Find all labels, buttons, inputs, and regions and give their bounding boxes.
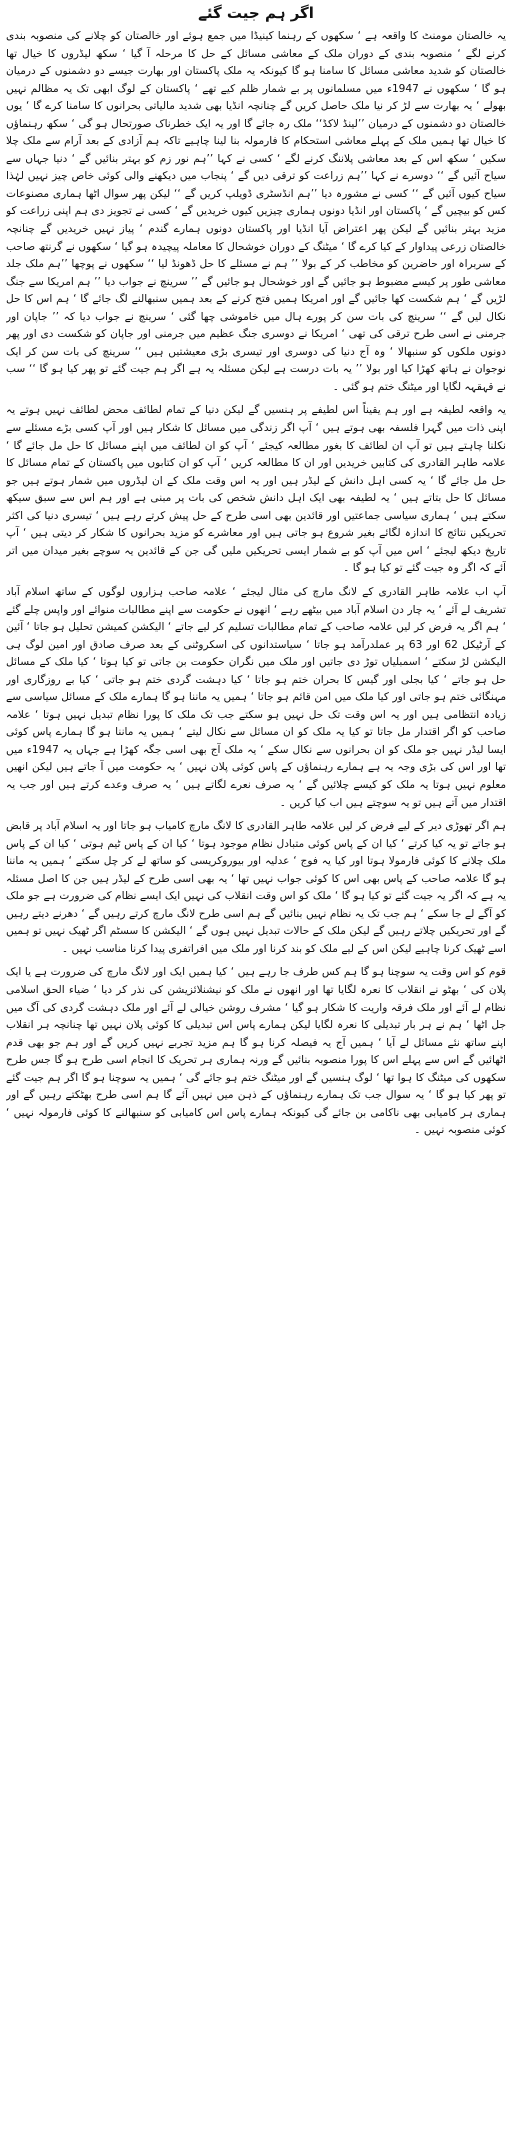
paragraph-2: یہ واقعہ لطیفہ ہے اور ہم یقیناً اس لطیفے پر ہنسیں گے لیکن دنیا کے تمام لطائف محض لطائف نہیں ہوتے یہ اپنی ذات میں گہرا فلسفہ بھی ہوتے ہیں ‘ آپ اگر زندگی میں مسائل کا شکار ہیں اور آپ کسی بڑے مسئلے سے نکلنا چاہتے ہیں تو آپ ان لطائف کا بغور مطالعہ کیجئے ‘ آپ کو ان لطائف میں اپنے مسائل کا حل مل جائے گا ‘ علامہ طاہر القادری کی کتابیں خریدیں اور ان کا مطالعہ کریں ‘ آپ کو ان کتابوں میں پاکستان کے تمام مسائل کا حل مل جائے گا ‘ یہ کسی اہل دانش کے لیڈر ہیں اور یہ اس وقت ملک کے ان لیڈروں میں شمار ہوتے ہیں جو مسائل کا حل بتاتے ہیں ‘ یہ لطیفہ بھی ایک اہل دانش شخص کی بات پر مبنی ہے اور ہم اس سے سبق سیکھ سکتے ہیں ‘ ہماری سیاسی جماعتیں اور قائدین بھی اسی طرح کے حل پیش کرتے رہے ہیں ‘ تیسری دنیا کی اکثر تحریکیں نتائج کا اندازہ لگائے بغیر شروع ہو جاتی ہیں اور معاشرے کو مزید بحرانوں کا شکار کر دیتی ہیں ‘ آپ تاریخ دیکھ لیجئے ‘ اس میں آپ کو بے شمار ایسی تحریکیں ملیں گی جن کے قائدین یہ سوچے بغیر میدان میں اتر آئے کہ اگر وہ جیت گئے تو کیا ہو گا ۔ [6,404,506,575]
column-title: اگر ہم جیت گئے [198,4,314,22]
paragraph-1: یہ خالصتان مومنٹ کا واقعہ ہے ‘ سکھوں کے رہنما کینیڈا میں جمع ہوئے اور خالصتان کو چلانے کی منصوبہ بندی کرنے لگے ‘ منصوبہ بندی کے دوران ملک کے معاشی مسائل کے حل کا مرحلہ آ گیا ‘ سکھ لیڈروں کا خیال تھا خالصتان کو شدید معاشی مسائل کا سامنا ہو گا کیونکہ یہ ملک پاکستان اور بھارت جیسے دو دشمنوں کے درمیان ہو گا ‘ سکھوں نے 1947ء میں مسلمانوں پر بے شمار ظلم کیے تھے ‘ پاکستان کے لوگ ابھی تک یہ مظالم نہیں بھولے ‘ یہ بھارت سے لڑ کر نیا ملک حاصل کریں گے چنانچہ انڈیا بھی شدید مالیاتی بحرانوں کا سامنا کرے گا ‘ یوں خالصتان دو دشمنوں کے درمیان ’’لینڈ لاکڈ‘‘ ملک رہ جائے گا اور یہ ایک خطرناک صورتحال ہو گی ‘ سکھ رہنماؤں کا خیال تھا ہمیں ملک کے پہلے معاشی استحکام کا فارمولہ بنا لینا چاہیے تاکہ ہم آزادی کے بعد آرام سے ملک چلا سکیں ‘ سکھ اس کے بعد معاشی پلاننگ کرنے لگے ‘ کسی نے کہا ’’ہم نور زم کو بہتر بنائیں گے ‘ دنیا جہاں سے سیاح آئیں گے ‘‘ دوسرے نے کہا ’’ہم زراعت کو ترقی دیں گے ‘ پنجاب میں دیکھنے والی کوئی خاص چیز نہیں لہٰذا سیاح کیوں آئیں گے ‘‘ کسی نے مشورہ دیا ’’ہم انڈسٹری ڈویلپ کریں گے ‘‘ لیکن پھر سوال اٹھا ہماری مصنوعات کس کو بیچیں گے ‘ پاکستان اور انڈیا دونوں ہماری چیزیں کیوں خریدیں گے ‘ کسی نے تجویز دی ہم اپنی زراعت کو مزید بہتر بنائیں گے لیکن پھر اعتراض آیا انڈیا اور پاکستان دونوں ہمارے گندم ‘ پیاز نہیں خریدیں گے چنانچہ خالصتان زرعی پیداوار کے کیا کرے گا ‘ میٹنگ کے دوران خوشحال کا معاملہ پیچیدہ ہو گیا ‘ سکھوں نے گرنتھ صاحب کے سربراہ اور حاضرین کو مخاطب کر کے بولا ’’ ہم نے مسئلے کا حل ڈھونڈ لیا ‘‘ سکھوں نے پوچھا ’’ہم ملک جلد معاشی طور پر کیسے مضبوط ہو جائیں گے اور خوشحال ہو جائیں گے ’’ سرینچ نے جواب دیا ’’ ہم امریکا سے جنگ لڑیں گے ‘ ہم شکست کھا جائیں گے اور امریکا ہمیں فتح کرنے کے بعد ہمیں سنبھالنے لگ جائے گا ‘ ہم اس کا حل نکال لیں گے ‘‘ سرینچ کی بات سن کر پورے ہال میں خاموشی چھا گئی ‘ سرینچ نے جواب دیا کہ ’’ جاپان اور جرمنی نے اسی طرح ترقی کی تھی ‘ امریکا نے دوسری جنگ عظیم میں جرمنی اور جاپان کو شکست دی اور پھر دونوں ملکوں کو سنبھالا ‘ وہ آج دنیا کی دوسری اور تیسری بڑی معیشتیں ہیں ‘‘ سرینچ کی بات سن کر ایک نوجوان نے ہاتھ کھڑا کیا اور بولا ’’ یہ بات درست ہے لیکن مسئلہ یہ ہے اگر ہم جیت گئے تو پھر کیا ہو گا ‘‘ سب نے قہقہہ لگایا اور میٹنگ ختم ہو گئی ۔ [6,30,506,393]
article-body [6,28,506,2128]
paragraph-4: ہم اگر تھوڑی دیر کے لیے فرض کر لیں علامہ طاہر القادری کا لانگ مارچ کامیاب ہو جاتا اور یہ اسلام آباد پر قابض ہو جاتے تو یہ کیا کرتے ‘ کیا ان کے پاس کوئی متبادل نظام موجود ہوتا ‘ کیا ان کے پاس ٹیم ہوتی ‘ کیا ان کے پاس ملک چلانے کا کوئی فارمولا ہوتا اور کیا یہ فوج ‘ عدلیہ اور بیوروکریسی کو ساتھ لے کر چل سکتے ‘ ہمیں یہ ماننا ہو گا علامہ صاحب کے پاس بھی اس کا کوئی جواب نہیں تھا ‘ یہ بھی اسی طرح کے لیڈر ہیں جن کا اصل مسئلہ یہ ہے کہ اگر یہ جیت گئے تو کیا ہو گا ‘ ملک کو اس وقت انقلاب کی نہیں ایک ایسے نظام کی ضرورت ہے جو ملک کو آگے لے جا سکے ‘ ہم جب تک یہ نظام نہیں بنائیں گے ہم اسی طرح لانگ مارچ کرتے رہیں گے ‘ دھرنے دیتے رہیں گے اور تحریکیں چلاتے رہیں گے لیکن ملک کے حالات تبدیل نہیں ہوں گے ‘ الیکشن کا سسٹم اگر ٹھیک نہیں تو ہمیں اسے ٹھیک کرنا چاہیے لیکن اس کے لیے ملک کو بند کرنا اور ملک میں افراتفری پیدا کرنا مناسب نہیں ۔ [6,820,506,955]
paragraph-3: آپ اب علامہ طاہر القادری کے لانگ مارچ کی مثال لیجئے ‘ علامہ صاحب ہزاروں لوگوں کے ساتھ اسلام آباد تشریف لے آئے ‘ یہ چار دن اسلام آباد میں بیٹھے رہے ‘ انھوں نے حکومت سے اپنے مطالبات منوائے اور واپس چلے گئے ‘ ہم اگر یہ فرض کر لیں علامہ صاحب کے تمام مطالبات تسلیم کر لیے جاتے ‘ الیکشن کمیشن تحلیل ہو جاتا ‘ آئین کے آرٹیکل 62 اور 63 پر عملدرآمد ہو جاتا ‘ سیاستدانوں کی اسکروٹنی کے بعد صرف صادق اور امین لوگ ہی الیکشن لڑ سکتے ‘ اسمبلیاں توڑ دی جاتیں اور ملک میں نگران حکومت بن جاتی تو کیا ہوتا ‘ کیا ملک کے مسائل حل ہو جاتے ‘ کیا بجلی اور گیس کا بحران ختم ہو جاتا ‘ کیا دہشت گردی ختم ہو جاتی ‘ کیا بے روزگاری اور مہنگائی ختم ہو جاتی اور کیا ملک میں امن قائم ہو جاتا ‘ ہمیں یہ ماننا ہو گا ہمارے ملک کے مسائل سیاسی سے زیادہ انتظامی ہیں اور یہ اس وقت تک حل نہیں ہو سکتے جب تک ملک کا پورا نظام تبدیل نہیں ہوتا ‘ علامہ صاحب کو اگر اقتدار مل جاتا تو کیا یہ ملک کو ان مسائل سے نکال لیتے ‘ ہمیں یہ ماننا ہو گا ہمارے پاس کوئی ایسا لیڈر نہیں جو ملک کو ان بحرانوں سے نکال سکے ‘ یہ ملک آج بھی اسی جگہ کھڑا ہے جہاں یہ 1947ء میں تھا اور اس کی بڑی وجہ یہ ہے ہمارے رہنماؤں کے پاس کوئی پلان نہیں ‘ یہ حکومت میں آ جاتے ہیں لیکن انھیں معلوم نہیں ہوتا یہ ملک کو کیسے چلائیں گے ‘ یہ صرف نعرے لگاتے ہیں ‘ یہ صرف وعدے کرتے ہیں اور جب یہ اقتدار میں آتے ہیں تو یہ سوچتے ہیں اب کیا کریں ۔ [6,585,506,809]
paragraph-5: قوم کو اس وقت یہ سوچنا ہو گا ہم کس طرف جا رہے ہیں ‘ کیا ہمیں ایک اور لانگ مارچ کی ضرورت ہے یا ایک پلان کی ‘ بھٹو نے انقلاب کا نعرہ لگایا تھا اور انھوں نے ملک کو نیشنلائزیشن کی نذر کر دیا ‘ ضیاء الحق اسلامی نظام لے آئے اور ملک فرقہ واریت کا شکار ہو گیا ‘ مشرف روشن خیالی لے آئے اور ملک دہشت گردی کی آگ میں جل اٹھا ‘ ہم نے ہر بار تبدیلی کا نعرہ لگایا لیکن ہمارے پاس اس تبدیلی کا کوئی پلان نہیں تھا چنانچہ ہر انقلاب اپنے ساتھ نئے مسائل لے آیا ‘ ہمیں آج یہ فیصلہ کرنا ہو گا ہم مزید تجربے نہیں کریں گے اور ہم جو بھی قدم اٹھائیں گے اس سے پہلے اس کا پورا منصوبہ بنائیں گے ورنہ ہماری ہر تحریک کا انجام اسی طرح ہو گا جس طرح سکھوں کی میٹنگ کا ہوا تھا ‘ لوگ ہنسیں گے اور میٹنگ ختم ہو جائے گی ‘ ہمیں یہ سوچنا ہو گا اگر ہم جیت گئے تو پھر کیا ہو گا ‘ یہ سوال جب تک ہمارے رہنماؤں کے ذہن میں نہیں آئے گا ہم اسی طرح بھٹکتے رہیں گے اور ہماری ہر کامیابی بھی ناکامی بن جائے گی کیونکہ ہمارے پاس اس کامیابی کو سنبھالنے کا کوئی فارمولہ نہیں ‘ کوئی منصوبہ نہیں ۔ [6,966,506,1137]
